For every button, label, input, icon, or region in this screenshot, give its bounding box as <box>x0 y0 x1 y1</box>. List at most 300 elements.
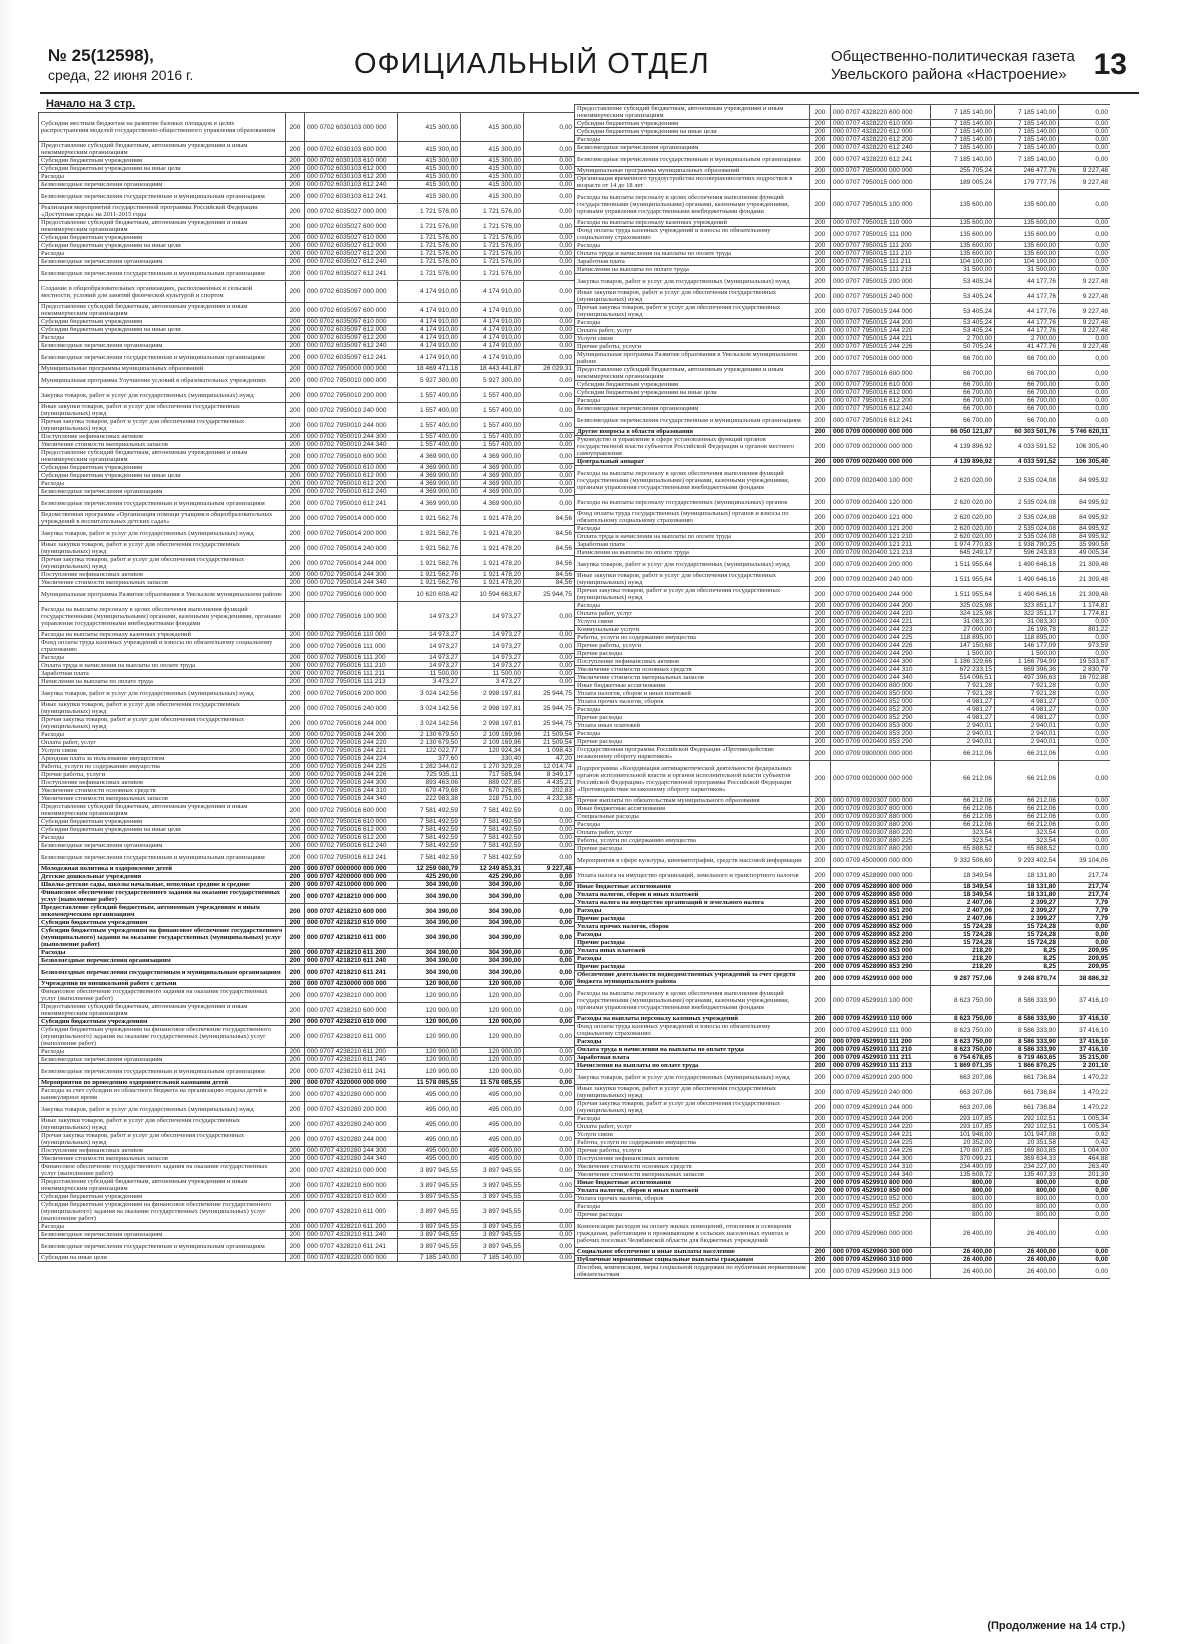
row-name: Работы, услуги по содержанию имущества <box>575 634 810 642</box>
row-code: 200 <box>286 342 305 350</box>
row-approved: 1 974 770,83 <box>931 541 995 549</box>
table-row <box>575 1023 1111 1038</box>
row-classification: 000 0707 7950016 612 241 <box>831 413 931 428</box>
row-executed: 18 443 441,87 <box>461 365 524 373</box>
row-approved: 9 332 506,60 <box>931 853 995 868</box>
row-executed: 14 973,27 <box>461 639 524 654</box>
row-code: 200 <box>286 496 305 511</box>
row-code: 200 <box>286 189 305 204</box>
row-approved: 218,20 <box>931 963 995 971</box>
table-row <box>39 949 575 957</box>
row-executed: 4 981,27 <box>995 714 1059 722</box>
row-name: Безвозмездные перечисления организациям <box>575 405 810 413</box>
row-approved: 7 921,28 <box>931 690 995 698</box>
row-classification: 000 0709 0020400 244 300 <box>831 658 931 666</box>
row-approved: 122 022,77 <box>398 747 461 755</box>
row-classification: 000 0709 0020400 200 000 <box>831 557 931 572</box>
table-row <box>575 1147 1111 1155</box>
row-approved: 3 897 945,55 <box>398 1239 461 1254</box>
row-code: 200 <box>810 167 831 175</box>
row-approved: 14 973,27 <box>398 602 461 631</box>
table-row <box>575 304 1111 319</box>
row-code: 200 <box>286 418 305 433</box>
row-classification: 000 0709 0020400 121 211 <box>831 541 931 549</box>
table-row <box>575 389 1111 397</box>
row-unexecuted: 84,56 <box>524 511 575 526</box>
row-executed: 304 390,00 <box>461 881 524 889</box>
row-code: 200 <box>810 1139 831 1147</box>
row-code: 200 <box>810 690 831 698</box>
table-row <box>39 281 575 303</box>
row-approved: 7 185 140,00 <box>931 152 995 167</box>
table-row <box>575 1100 1111 1115</box>
row-name: Поступление нефинансовых активов <box>575 1155 810 1163</box>
row-classification: 000 0702 6035027 612 241 <box>305 266 398 281</box>
row-classification: 000 0707 4238210 611 000 <box>305 1026 398 1048</box>
row-approved: 415 300,00 <box>398 113 461 142</box>
row-approved: 120 900,00 <box>398 1018 461 1026</box>
row-approved: 9 287 757,06 <box>931 971 995 986</box>
row-classification: 000 0702 7950010 612 200 <box>305 480 398 488</box>
row-unexecuted: 0,00 <box>524 464 575 472</box>
table-row <box>39 755 575 763</box>
row-executed: 14 973,27 <box>461 602 524 631</box>
table-row <box>39 181 575 189</box>
row-unexecuted: 19 533,67 <box>1059 658 1111 666</box>
row-executed: 2 998 197,81 <box>461 686 524 701</box>
row-name: Безвозмездные перечисления государственным и муниципальным организациям <box>39 496 286 511</box>
table-row <box>39 250 575 258</box>
row-code: 200 <box>286 1223 305 1231</box>
table-row <box>39 303 575 318</box>
row-approved: 415 300,00 <box>398 142 461 157</box>
row-approved: 7 581 492,59 <box>398 803 461 818</box>
row-approved: 66 700,00 <box>931 381 995 389</box>
row-unexecuted: 0,00 <box>524 441 575 449</box>
row-name: Субсидии бюджетным учреждениям на финансовое обеспечение государственного (муниципального) задания на оказание государственных (муниципальных) услуг (выполнение работ) <box>39 1201 286 1223</box>
row-unexecuted: 0,00 <box>524 219 575 234</box>
row-code: 200 <box>810 413 831 428</box>
table-row <box>39 157 575 165</box>
row-approved: 120 900,00 <box>398 1048 461 1056</box>
row-unexecuted: 9 227,48 <box>1059 167 1111 175</box>
row-approved: 7 185 140,00 <box>398 1254 461 1262</box>
table-row <box>39 654 575 662</box>
row-executed: 66 700,00 <box>995 381 1059 389</box>
scan-edge-shade <box>0 0 14 1644</box>
row-unexecuted: 0,00 <box>524 1178 575 1193</box>
table-row <box>575 250 1111 258</box>
row-unexecuted: 0,00 <box>524 834 575 842</box>
row-unexecuted: 263,49 <box>1059 1163 1111 1171</box>
row-name: Расходы <box>575 242 810 250</box>
table-row <box>39 350 575 365</box>
row-approved: 4 369 900,00 <box>398 488 461 496</box>
continued-from-note: Начало на 3 стр. <box>46 98 136 110</box>
row-name: Предоставление субсидий бюджетным, автономным учреждениям и иным некоммерческим организациям <box>575 366 810 381</box>
row-name: Безвозмездные перечисления государственным и муниципальным организациям <box>39 266 286 281</box>
row-code: 200 <box>286 587 305 602</box>
row-name: Расходы <box>39 334 286 342</box>
table-row <box>575 397 1111 405</box>
row-name: Подпрограмма «Координация антинаркотической деятельности федеральных органов исполнительной власти и органов исполнительной власти субъектов Российской Федерации» государственной программы Российской Федерации «Противодействие незаконному обороту наркотиков» <box>575 761 810 797</box>
table-row <box>575 797 1111 805</box>
table-row <box>575 642 1111 650</box>
row-approved: 135 600,00 <box>931 227 995 242</box>
row-classification: 000 0709 4529910 244 200 <box>831 1115 931 1123</box>
row-approved: 53 405,24 <box>931 319 995 327</box>
row-code: 200 <box>286 511 305 526</box>
row-name: Учреждения по внешкольной работе с детьми <box>39 980 286 988</box>
table-row <box>39 472 575 480</box>
row-name: Поступление нефинансовых активов <box>39 433 286 441</box>
row-executed: 146 177,09 <box>995 642 1059 650</box>
row-unexecuted: 0,00 <box>524 1201 575 1223</box>
table-row <box>39 1026 575 1048</box>
row-code: 200 <box>286 988 305 1003</box>
row-classification: 000 0702 7950016 240 000 <box>305 701 398 716</box>
row-unexecuted: 0,00 <box>524 403 575 418</box>
row-approved: 4 174 910,00 <box>398 326 461 334</box>
row-classification: 000 0707 7950015 110 000 <box>831 219 931 227</box>
page-number: 13 <box>1093 48 1127 81</box>
row-name: Иные бюджетные ассигнования <box>575 883 810 891</box>
row-executed: 60 303 501,76 <box>995 428 1059 436</box>
row-code: 200 <box>810 853 831 868</box>
row-classification: 000 0702 7950010 200 000 <box>305 388 398 403</box>
table-row <box>575 738 1111 746</box>
row-classification: 000 0702 7950010 612 240 <box>305 488 398 496</box>
row-classification: 000 0707 7950015 244 000 <box>831 304 931 319</box>
row-classification: 000 0709 4528990 853 290 <box>831 963 931 971</box>
row-code: 200 <box>810 1100 831 1115</box>
row-executed: 8,25 <box>995 955 1059 963</box>
row-unexecuted: 0,00 <box>524 873 575 881</box>
table-row <box>575 690 1111 698</box>
row-executed: 1 721 576,00 <box>461 266 524 281</box>
row-classification: 000 0709 4528990 853 000 <box>831 947 931 955</box>
row-executed: 135 600,00 <box>995 227 1059 242</box>
row-unexecuted: 0,00 <box>1059 242 1111 250</box>
row-code: 200 <box>810 1046 831 1054</box>
row-approved: 1 557 400,00 <box>398 441 461 449</box>
row-code: 200 <box>810 805 831 813</box>
row-unexecuted: 0,00 <box>1059 813 1111 821</box>
row-classification: 000 0702 7950016 244 200 <box>305 731 398 739</box>
row-code: 200 <box>286 873 305 881</box>
row-code: 200 <box>810 602 831 610</box>
row-name: Расходы на выплаты персоналу казенных учреждений <box>575 1015 810 1023</box>
table-row <box>39 865 575 873</box>
row-executed: 415 300,00 <box>461 181 524 189</box>
row-code: 200 <box>810 706 831 714</box>
row-name: Арендная плата за пользование имуществом <box>39 755 286 763</box>
row-approved: 66 212,06 <box>931 821 995 829</box>
table-row <box>39 326 575 334</box>
row-executed: 4 174 910,00 <box>461 303 524 318</box>
row-code: 200 <box>286 904 305 919</box>
right-column <box>574 104 1110 1600</box>
row-classification: 000 0709 0020400 853 200 <box>831 730 931 738</box>
row-unexecuted: 16 702,88 <box>1059 674 1111 682</box>
table-row <box>39 686 575 701</box>
row-classification: 000 0702 7950014 240 000 <box>305 541 398 556</box>
row-code: 200 <box>810 907 831 915</box>
table-row <box>575 1163 1111 1171</box>
row-classification: 000 0702 6035027 612 000 <box>305 242 398 250</box>
row-unexecuted: 0,00 <box>1059 105 1111 120</box>
table-row <box>575 1179 1111 1187</box>
row-approved: 11 500,00 <box>398 670 461 678</box>
row-unexecuted: 1 004,00 <box>1059 1147 1111 1155</box>
row-code: 200 <box>286 1018 305 1026</box>
row-unexecuted: 0,00 <box>1059 837 1111 845</box>
table-row <box>39 739 575 747</box>
row-classification: 000 0707 4320280 244 000 <box>305 1132 398 1147</box>
table-row <box>39 579 575 587</box>
row-name: Расходы <box>575 1038 810 1046</box>
row-classification: 000 0709 0020400 100 000 <box>831 466 931 495</box>
row-name: Иные бюджетные ассигнования <box>575 1179 810 1187</box>
row-name: Расходы <box>575 907 810 915</box>
row-classification: 000 0702 7950016 244 221 <box>305 747 398 755</box>
row-approved: 1 500,00 <box>931 650 995 658</box>
row-executed: 120 900,00 <box>461 988 524 1003</box>
row-code: 200 <box>810 1256 831 1264</box>
left-column <box>38 112 574 1592</box>
row-unexecuted: 0,00 <box>524 173 575 181</box>
row-code: 200 <box>286 219 305 234</box>
row-unexecuted: 0,00 <box>1059 845 1111 853</box>
row-unexecuted: 25 944,75 <box>524 716 575 731</box>
row-unexecuted: 0,92 <box>1059 1131 1111 1139</box>
row-name: Уплата налогов, сборов и иных платежей <box>575 1187 810 1195</box>
table-row <box>39 511 575 526</box>
row-name: Поступление нефинансовых активов <box>39 571 286 579</box>
row-executed: 120 900,00 <box>461 1056 524 1064</box>
row-approved: 8 623 750,00 <box>931 986 995 1015</box>
row-classification: 000 0709 4528990 851 200 <box>831 907 931 915</box>
row-code: 200 <box>810 1115 831 1123</box>
row-approved: 7 185 140,00 <box>931 120 995 128</box>
row-executed: 8 586 333,90 <box>995 1023 1059 1038</box>
row-unexecuted: 47,20 <box>524 755 575 763</box>
table-row <box>39 388 575 403</box>
row-name: Расходы <box>39 731 286 739</box>
row-executed: 425 290,00 <box>461 873 524 881</box>
row-approved: 495 000,00 <box>398 1147 461 1155</box>
row-code: 200 <box>286 1087 305 1102</box>
row-approved: 1 721 576,00 <box>398 204 461 219</box>
row-classification: 000 0702 7950016 111 211 <box>305 670 398 678</box>
table-row <box>39 526 575 541</box>
row-code: 200 <box>810 1023 831 1038</box>
row-name: Безвозмездные перечисления государственным и муниципальным организациям <box>39 850 286 865</box>
row-name: Безвозмездные перечисления организациям <box>39 842 286 850</box>
row-name: Расходы <box>39 250 286 258</box>
table-row <box>39 1254 575 1262</box>
row-classification: 000 0702 6030103 610 000 <box>305 157 398 165</box>
row-executed: 7 185 140,00 <box>995 120 1059 128</box>
row-unexecuted: 0,00 <box>524 662 575 670</box>
row-classification: 000 0709 4529910 244 000 <box>831 1100 931 1115</box>
row-code: 200 <box>810 915 831 923</box>
row-executed: 2 998 197,81 <box>461 716 524 731</box>
table-row <box>39 850 575 865</box>
row-unexecuted: 21 509,54 <box>524 731 575 739</box>
row-name: Субсидии бюджетным учреждениям <box>39 919 286 927</box>
table-row <box>575 458 1111 466</box>
row-approved: 1 921 562,76 <box>398 511 461 526</box>
row-approved: 2 620 020,00 <box>931 466 995 495</box>
row-executed: 135 600,00 <box>995 250 1059 258</box>
row-approved: 663 207,06 <box>931 1100 995 1115</box>
table-row <box>39 779 575 787</box>
row-code: 200 <box>810 1163 831 1171</box>
table-row <box>575 405 1111 413</box>
row-classification: 000 0707 4218210 611 200 <box>305 949 398 957</box>
table-row <box>575 381 1111 389</box>
row-executed: 661 736,84 <box>995 1070 1059 1085</box>
row-code: 200 <box>810 289 831 304</box>
row-unexecuted: 0,00 <box>1059 389 1111 397</box>
row-name: Предоставление субсидий бюджетным, автономным учреждениям и иным некоммерческим организациям <box>39 803 286 818</box>
row-classification: 000 0709 0020400 000 000 <box>831 458 931 466</box>
row-executed: 304 390,00 <box>461 904 524 919</box>
row-classification: 000 0707 4218210 000 000 <box>305 889 398 904</box>
row-code: 200 <box>810 381 831 389</box>
row-approved: 800,00 <box>931 1179 995 1187</box>
row-approved: 12 259 080,79 <box>398 865 461 873</box>
row-name: Расходы <box>39 480 286 488</box>
row-name: Прочие расходы <box>575 738 810 746</box>
row-approved: 2 130 679,50 <box>398 739 461 747</box>
row-approved: 3 024 142,56 <box>398 686 461 701</box>
row-approved: 66 212,06 <box>931 761 995 797</box>
row-unexecuted: 0,00 <box>1059 821 1111 829</box>
row-classification: 000 0709 4529960 310 000 <box>831 1256 931 1264</box>
row-name: Уплата иных платежей <box>575 947 810 955</box>
row-code: 200 <box>286 541 305 556</box>
row-code: 200 <box>810 682 831 690</box>
row-classification: 000 0709 4529910 850 000 <box>831 1187 931 1195</box>
row-unexecuted: 1 174,81 <box>1059 602 1111 610</box>
row-classification: 000 0709 0020400 121 213 <box>831 549 931 557</box>
row-code: 200 <box>286 403 305 418</box>
row-approved: 120 900,00 <box>398 980 461 988</box>
row-executed: 66 700,00 <box>995 413 1059 428</box>
row-unexecuted: 1 470,22 <box>1059 1070 1111 1085</box>
row-name: Оплата работ, услуг <box>575 1123 810 1131</box>
row-code: 200 <box>286 919 305 927</box>
row-approved: 20 352,00 <box>931 1139 995 1147</box>
row-name: Детские дошкольные учреждения <box>39 873 286 881</box>
row-classification: 000 0702 6035027 610 000 <box>305 234 398 242</box>
row-name: Расходы на выплаты персоналу государственных (муниципальных) органов <box>575 495 810 510</box>
row-unexecuted: 209,95 <box>1059 947 1111 955</box>
table-row <box>39 1231 575 1239</box>
row-code: 200 <box>286 571 305 579</box>
row-classification: 000 0702 7950016 200 000 <box>305 686 398 701</box>
table-row <box>39 889 575 904</box>
table-row <box>39 957 575 965</box>
row-name: Прочая закупка товаров, работ и услуг для обеспечения государственных (муниципальных) нужд <box>39 716 286 731</box>
row-executed: 169 803,85 <box>995 1147 1059 1155</box>
table-row <box>575 650 1111 658</box>
row-name: Безвозмездные перечисления организациям <box>39 258 286 266</box>
row-code: 200 <box>286 701 305 716</box>
row-code: 200 <box>286 472 305 480</box>
row-name: Иные закупки товаров, работ и услуг для обеспечения государственных (муниципальных) нужд <box>39 541 286 556</box>
row-unexecuted: 0,00 <box>1059 730 1111 738</box>
row-unexecuted: 201,39 <box>1059 1171 1111 1179</box>
table-row <box>39 342 575 350</box>
row-approved: 7 581 492,59 <box>398 826 461 834</box>
row-name: Увеличение стоимости материальных запасов <box>575 674 810 682</box>
row-approved: 1 186 329,66 <box>931 658 995 666</box>
row-name: Прочие работы, услуги <box>575 642 810 650</box>
row-name: Коммунальные услуги <box>575 626 810 634</box>
row-unexecuted: 0,00 <box>1059 405 1111 413</box>
row-code: 200 <box>810 1131 831 1139</box>
row-executed: 3 897 945,55 <box>461 1193 524 1201</box>
row-executed: 26 400,00 <box>995 1256 1059 1264</box>
row-approved: 4 369 900,00 <box>398 464 461 472</box>
row-approved: 4 369 900,00 <box>398 496 461 511</box>
row-classification: 000 0709 4529910 200 000 <box>831 1070 931 1085</box>
row-code: 200 <box>810 242 831 250</box>
row-name: Пособия, компенсации, меры социальной поддержки по публичным нормативным обязательствам <box>575 1264 810 1279</box>
row-name: Услуги связи <box>575 1131 810 1139</box>
row-unexecuted: 0,00 <box>1059 351 1111 366</box>
row-executed: 135 600,00 <box>995 190 1059 219</box>
row-classification: 000 0707 4238210 611 240 <box>305 1056 398 1064</box>
row-code: 200 <box>286 957 305 965</box>
row-executed: 7 581 492,59 <box>461 834 524 842</box>
row-classification: 000 0707 7950015 111 000 <box>831 227 931 242</box>
row-unexecuted: 0,00 <box>524 318 575 326</box>
row-executed: 18 131,80 <box>995 868 1059 883</box>
row-executed: 9 248 870,74 <box>995 971 1059 986</box>
table-row <box>575 105 1111 120</box>
row-classification: 000 0709 0020400 850 000 <box>831 690 931 698</box>
row-classification: 000 0707 7950015 244 220 <box>831 327 931 335</box>
row-unexecuted: 0,00 <box>524 670 575 678</box>
row-approved: 670 479,68 <box>398 787 461 795</box>
row-approved: 255 705,24 <box>931 167 995 175</box>
row-code: 200 <box>810 389 831 397</box>
row-approved: 7 581 492,59 <box>398 850 461 865</box>
row-executed: 415 300,00 <box>461 113 524 142</box>
row-executed: 12 249 853,31 <box>461 865 524 873</box>
row-executed: 304 390,00 <box>461 927 524 949</box>
table-row <box>575 242 1111 250</box>
row-unexecuted: 209,95 <box>1059 955 1111 963</box>
row-unexecuted: 0,00 <box>524 631 575 639</box>
row-unexecuted: 0,00 <box>524 1155 575 1163</box>
row-unexecuted: 0,00 <box>524 242 575 250</box>
row-classification: 000 0707 7950015 111 200 <box>831 242 931 250</box>
row-unexecuted: 0,00 <box>1059 746 1111 761</box>
row-name: Иные бюджетные ассигнования <box>575 682 810 690</box>
row-approved: 514 096,51 <box>931 674 995 682</box>
row-code: 200 <box>286 579 305 587</box>
row-approved: 101 948,00 <box>931 1131 995 1139</box>
row-executed: 8 586 333,90 <box>995 1015 1059 1023</box>
row-executed: 2 535 024,08 <box>995 533 1059 541</box>
row-approved: 18 349,54 <box>931 883 995 891</box>
row-classification: 000 0709 0020400 244 225 <box>831 634 931 642</box>
